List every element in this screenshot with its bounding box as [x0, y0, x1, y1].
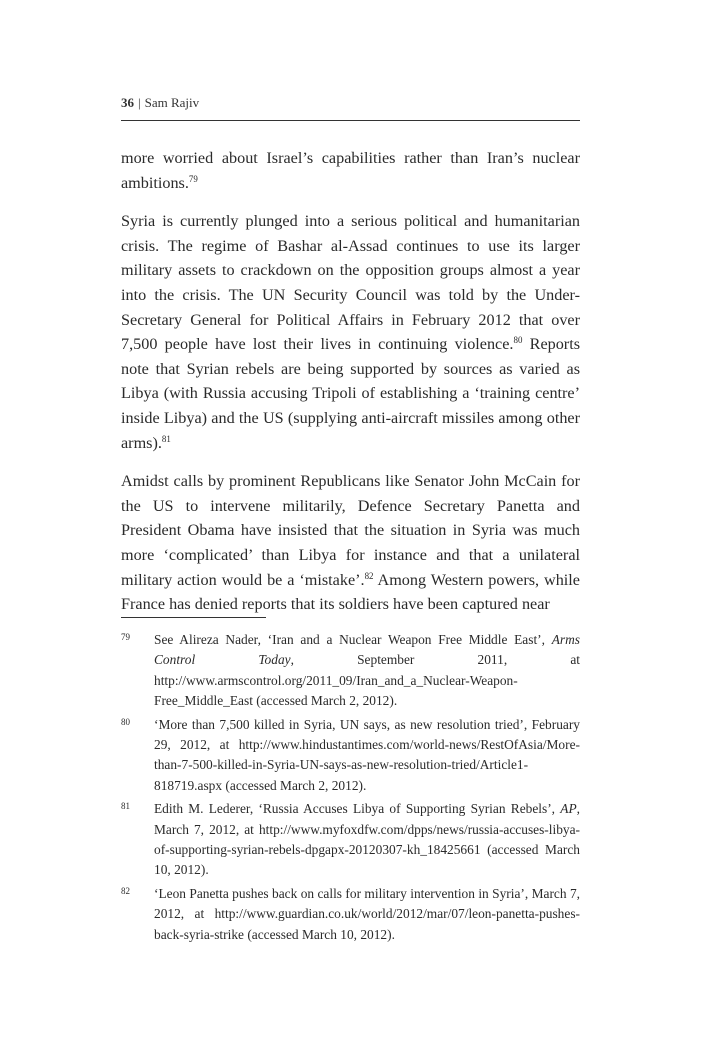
footnote-number: 79 — [121, 632, 130, 642]
footnote-italic-title: AP — [560, 801, 577, 817]
header-rule — [121, 120, 580, 121]
footnote-82 — [121, 884, 580, 945]
footnote-text-rest: , September 2011, at http://www.armscontrol.org/2011_09/Iran_and_a_Nuclear-Weapon-Free_Middle_East (accessed March 2, 2012). — [154, 652, 580, 709]
paragraph-3-text-b: Among Western powers, while France has denied reports that its soldiers have been captured near — [121, 570, 580, 614]
header-separator: | — [138, 95, 141, 110]
footnote-ref-81: 81 — [161, 433, 171, 444]
footnote-number: 81 — [121, 801, 130, 812]
paragraph-3-text-a: Amidst calls by prominent Republicans like Senator John McCain for the US to intervene militarily, Defence Secretary Panetta and President Obama have insisted that the situation in Syria was much more ‘complicated’ than Libya for instance and that a unilateral military action would be a ‘mistake’. — [121, 472, 580, 589]
paragraph-1-text: more worried about Israel’s capabilities rather than Iran’s nuclear ambitions. — [121, 149, 580, 192]
paragraph-2 — [121, 209, 580, 455]
footnote-text: Edith M. Lederer, ‘Russia Accuses Libya of Supporting Syrian Rebels’, — [154, 801, 561, 817]
paragraph-3 — [121, 469, 580, 617]
footnote-text: ‘More than 7,500 killed in Syria, UN says, as new resolution tried’, February 29, 2012, at http://www.hindustantimes.com/world-news/RestOfAsia/More-than-7-500-killed-in-Syria-UN-says-as-new-resolution-tried/Article1-818719.aspx (accessed March 2, 2012). — [154, 716, 580, 793]
body-text — [121, 146, 580, 631]
paragraph-2-text-a: Syria is currently plunged into a serious political and humanitarian crisis. The regime of Bashar al-Assad continues to use its larger military assets to crackdown on the opposition groups almost a year into the crisis. The UN Security Council was told by the Under-Secretary General for Political Affairs in February 2012 that over 7,500 people have lost their lives in continuing violence. — [121, 212, 580, 354]
footnote-ref-79: 79 — [188, 173, 198, 184]
footnote-ref-80: 80 — [513, 334, 523, 345]
paragraph-1 — [121, 146, 580, 195]
footnote-80 — [121, 715, 580, 797]
footnote-ref-82: 82 — [364, 570, 374, 581]
footnote-text-rest: , March 7, 2012, at http://www.myfoxdfw.com/dpps/news/russia-accuses-libya-of-supporting-syrian-rebels-dpgapx-20120307-kh_18425661 (accessed March 10, 2012). — [154, 801, 580, 878]
footnote-81 — [121, 799, 580, 881]
footnote-italic-title: Arms Control Today — [154, 632, 580, 668]
footnote-number: 80 — [121, 716, 130, 727]
footnote-number: 82 — [121, 885, 130, 896]
paragraph-2-text-b: Reports note that Syrian rebels are being supported by sources as varied as Libya (with Russia accusing Tripoli of establishing a ‘training centre’ inside Libya) and the US (supplying anti-aircraft missiles among other arms). — [121, 335, 580, 452]
author-name: Sam Rajiv — [144, 95, 200, 110]
page-number: 36 — [121, 95, 134, 110]
footnotes — [121, 630, 580, 948]
footnote-text: See Alireza Nader, ‘Iran and a Nuclear Weapon Free Middle East’, — [154, 632, 552, 647]
footnote-79 — [121, 630, 580, 712]
footnote-text: ‘Leon Panetta pushes back on calls for military intervention in Syria’, March 7, 2012, at http://www.guardian.co.uk/world/2012/mar/07/leon-panetta-pushes-back-syria-strike (accessed March 10, 2012). — [154, 885, 580, 942]
running-head — [121, 95, 580, 111]
footnote-rule — [121, 617, 266, 618]
